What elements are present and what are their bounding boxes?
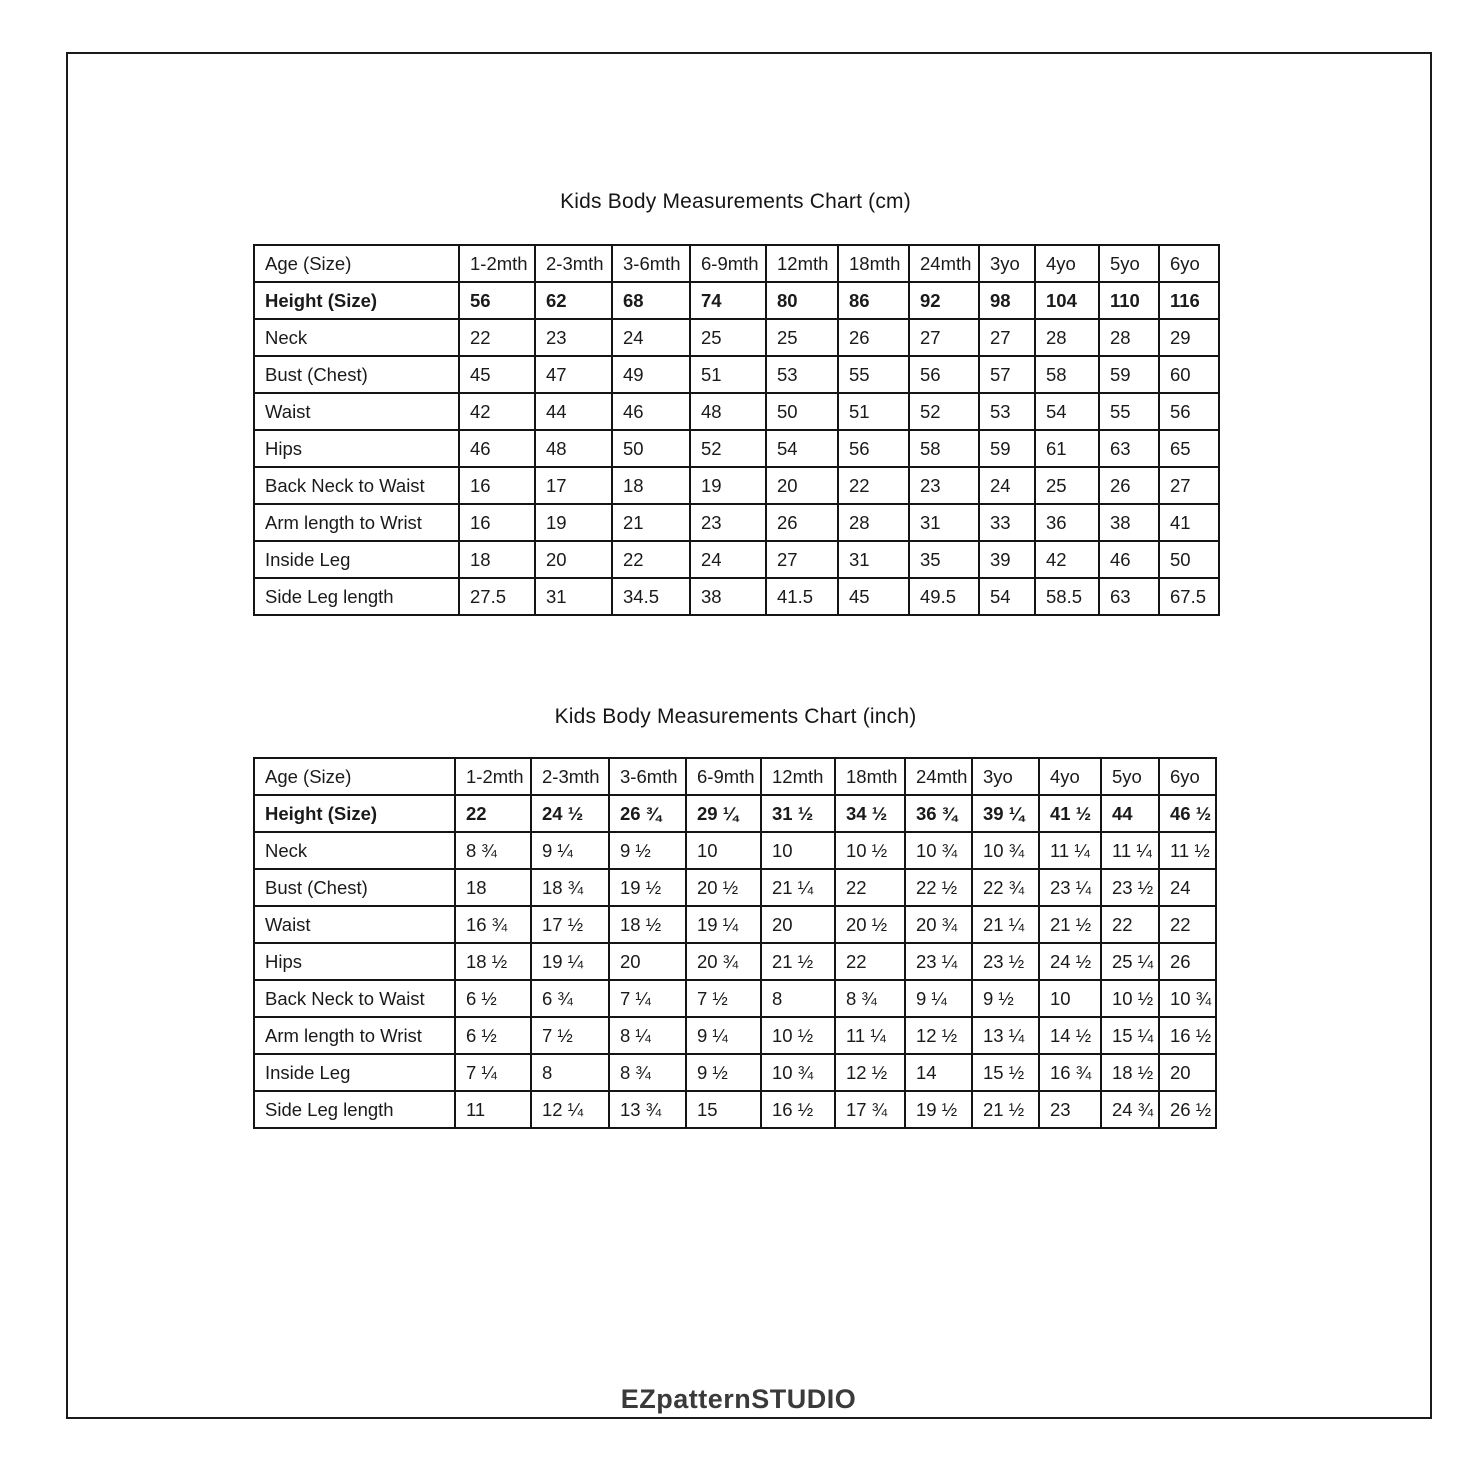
- row-label-cell: Arm length to Wrist: [254, 504, 459, 541]
- value-cell: 20: [609, 943, 686, 980]
- value-cell: 6 ¾: [531, 980, 609, 1017]
- value-cell: 56: [459, 282, 535, 319]
- value-cell: 51: [690, 356, 766, 393]
- value-cell: 18: [455, 869, 531, 906]
- value-cell: 80: [766, 282, 838, 319]
- value-cell: 9 ½: [609, 832, 686, 869]
- value-cell: 16: [459, 467, 535, 504]
- value-cell: 13 ¾: [609, 1091, 686, 1128]
- value-cell: 55: [1099, 393, 1159, 430]
- value-cell: 23 ¼: [1039, 869, 1101, 906]
- value-cell: 11 ¼: [1101, 832, 1159, 869]
- row-label-cell: Bust (Chest): [254, 356, 459, 393]
- value-cell: 24: [690, 541, 766, 578]
- value-cell: 29 ¼: [686, 795, 761, 832]
- value-cell: 25: [690, 319, 766, 356]
- value-cell: 15: [686, 1091, 761, 1128]
- age-header-cell: 6yo: [1159, 245, 1219, 282]
- age-header-row: [254, 758, 1216, 795]
- value-cell: 10: [761, 832, 835, 869]
- value-cell: 8: [761, 980, 835, 1017]
- value-cell: 24 ¾: [1101, 1091, 1159, 1128]
- value-cell: 31: [535, 578, 612, 615]
- value-cell: 8 ¾: [455, 832, 531, 869]
- value-cell: 19 ¼: [686, 906, 761, 943]
- age-header-cell: 3-6mth: [609, 758, 686, 795]
- value-cell: 9 ¼: [905, 980, 972, 1017]
- measurement-row: [254, 430, 1219, 467]
- value-cell: 56: [1159, 393, 1219, 430]
- value-cell: 74: [690, 282, 766, 319]
- age-header-cell: 12mth: [766, 245, 838, 282]
- inch-chart-section: [253, 705, 1218, 1129]
- value-cell: 21 ¼: [761, 869, 835, 906]
- value-cell: 13 ¼: [972, 1017, 1039, 1054]
- measurement-row: [254, 795, 1216, 832]
- value-cell: 22: [1101, 906, 1159, 943]
- value-cell: 9 ½: [686, 1054, 761, 1091]
- value-cell: 21: [612, 504, 690, 541]
- value-cell: 10 ½: [835, 832, 905, 869]
- value-cell: 42: [459, 393, 535, 430]
- age-header-cell: 6-9mth: [686, 758, 761, 795]
- value-cell: 98: [979, 282, 1035, 319]
- value-cell: 23: [909, 467, 979, 504]
- value-cell: 55: [838, 356, 909, 393]
- measurement-row: [254, 869, 1216, 906]
- value-cell: 24: [979, 467, 1035, 504]
- value-cell: 17 ¾: [835, 1091, 905, 1128]
- value-cell: 25: [766, 319, 838, 356]
- age-header-cell: 24mth: [905, 758, 972, 795]
- value-cell: 8 ¾: [835, 980, 905, 1017]
- inch-measurements-table: [253, 757, 1217, 1129]
- row-label-cell: Side Leg length: [254, 578, 459, 615]
- value-cell: 36 ¾: [905, 795, 972, 832]
- measurement-row: [254, 1091, 1216, 1128]
- value-cell: 26: [838, 319, 909, 356]
- value-cell: 27.5: [459, 578, 535, 615]
- value-cell: 46: [459, 430, 535, 467]
- value-cell: 19: [535, 504, 612, 541]
- measurement-row: [254, 578, 1219, 615]
- value-cell: 28: [1035, 319, 1099, 356]
- value-cell: 61: [1035, 430, 1099, 467]
- value-cell: 8 ¼: [609, 1017, 686, 1054]
- value-cell: 35: [909, 541, 979, 578]
- measurement-row: [254, 980, 1216, 1017]
- value-cell: 17 ½: [531, 906, 609, 943]
- value-cell: 26 ¾: [609, 795, 686, 832]
- value-cell: 10 ¾: [905, 832, 972, 869]
- age-header-cell: 1-2mth: [459, 245, 535, 282]
- value-cell: 22 ¾: [972, 869, 1039, 906]
- value-cell: 18 ½: [1101, 1054, 1159, 1091]
- value-cell: 16 ¾: [455, 906, 531, 943]
- value-cell: 21 ½: [761, 943, 835, 980]
- measurement-row: [254, 467, 1219, 504]
- brand-footer-text: EZpatternSTUDIO: [620, 1384, 857, 1414]
- value-cell: 52: [909, 393, 979, 430]
- row-label-cell: Waist: [254, 906, 455, 943]
- value-cell: 10: [686, 832, 761, 869]
- row-label-cell: Height (Size): [254, 282, 459, 319]
- value-cell: 65: [1159, 430, 1219, 467]
- value-cell: 92: [909, 282, 979, 319]
- age-header-cell: 2-3mth: [531, 758, 609, 795]
- value-cell: 52: [690, 430, 766, 467]
- value-cell: 59: [1099, 356, 1159, 393]
- age-header-cell: 12mth: [761, 758, 835, 795]
- age-header-cell: 5yo: [1101, 758, 1159, 795]
- value-cell: 12 ½: [835, 1054, 905, 1091]
- age-header-cell: 3-6mth: [612, 245, 690, 282]
- value-cell: 29: [1159, 319, 1219, 356]
- value-cell: 8: [531, 1054, 609, 1091]
- value-cell: 20 ¾: [905, 906, 972, 943]
- value-cell: 62: [535, 282, 612, 319]
- value-cell: 18 ½: [455, 943, 531, 980]
- value-cell: 39: [979, 541, 1035, 578]
- value-cell: 47: [535, 356, 612, 393]
- value-cell: 67.5: [1159, 578, 1219, 615]
- row-label-cell: Waist: [254, 393, 459, 430]
- value-cell: 27: [909, 319, 979, 356]
- row-label-cell: Height (Size): [254, 795, 455, 832]
- measurement-row: [254, 1017, 1216, 1054]
- value-cell: 18 ½: [609, 906, 686, 943]
- value-cell: 19 ½: [905, 1091, 972, 1128]
- value-cell: 28: [1099, 319, 1159, 356]
- measurement-row: [254, 393, 1219, 430]
- value-cell: 9 ½: [972, 980, 1039, 1017]
- value-cell: 68: [612, 282, 690, 319]
- value-cell: 11 ¼: [835, 1017, 905, 1054]
- value-cell: 16 ½: [761, 1091, 835, 1128]
- value-cell: 24: [612, 319, 690, 356]
- value-cell: 15 ¼: [1101, 1017, 1159, 1054]
- value-cell: 21 ¼: [972, 906, 1039, 943]
- value-cell: 12 ½: [905, 1017, 972, 1054]
- value-cell: 49.5: [909, 578, 979, 615]
- value-cell: 38: [1099, 504, 1159, 541]
- value-cell: 22: [838, 467, 909, 504]
- row-label-cell: Inside Leg: [254, 541, 459, 578]
- row-label-cell: Side Leg length: [254, 1091, 455, 1128]
- measurement-row: [254, 1054, 1216, 1091]
- value-cell: 50: [766, 393, 838, 430]
- value-cell: 26 ½: [1159, 1091, 1216, 1128]
- value-cell: 41: [1159, 504, 1219, 541]
- value-cell: 20 ½: [835, 906, 905, 943]
- value-cell: 58: [1035, 356, 1099, 393]
- value-cell: 22: [459, 319, 535, 356]
- value-cell: 7 ½: [531, 1017, 609, 1054]
- value-cell: 10 ¾: [761, 1054, 835, 1091]
- value-cell: 44: [1101, 795, 1159, 832]
- row-label-cell: Neck: [254, 319, 459, 356]
- inch-chart-title: Kids Body Measurements Chart (inch): [554, 705, 917, 728]
- value-cell: 19 ½: [609, 869, 686, 906]
- row-label-cell: Inside Leg: [254, 1054, 455, 1091]
- cm-measurements-table: [253, 244, 1220, 616]
- value-cell: 28: [838, 504, 909, 541]
- value-cell: 7 ½: [686, 980, 761, 1017]
- value-cell: 10 ½: [761, 1017, 835, 1054]
- row-label-cell: Neck: [254, 832, 455, 869]
- value-cell: 53: [979, 393, 1035, 430]
- cm-chart-section: [253, 190, 1220, 616]
- value-cell: 11 ½: [1159, 832, 1216, 869]
- measurement-row: [254, 504, 1219, 541]
- measurement-row: [254, 832, 1216, 869]
- value-cell: 23 ¼: [905, 943, 972, 980]
- value-cell: 21 ½: [972, 1091, 1039, 1128]
- value-cell: 11: [455, 1091, 531, 1128]
- value-cell: 54: [1035, 393, 1099, 430]
- row-label-cell: Arm length to Wrist: [254, 1017, 455, 1054]
- age-header-cell: 24mth: [909, 245, 979, 282]
- value-cell: 10 ¾: [972, 832, 1039, 869]
- cm-chart-title: Kids Body Measurements Chart (cm): [560, 190, 911, 213]
- value-cell: 20 ¾: [686, 943, 761, 980]
- value-cell: 9 ¼: [686, 1017, 761, 1054]
- value-cell: 22: [455, 795, 531, 832]
- value-cell: 24 ½: [1039, 943, 1101, 980]
- value-cell: 8 ¾: [609, 1054, 686, 1091]
- value-cell: 104: [1035, 282, 1099, 319]
- value-cell: 44: [535, 393, 612, 430]
- value-cell: 24: [1159, 869, 1216, 906]
- value-cell: 45: [459, 356, 535, 393]
- value-cell: 57: [979, 356, 1035, 393]
- value-cell: 31: [909, 504, 979, 541]
- value-cell: 50: [612, 430, 690, 467]
- value-cell: 7 ¼: [455, 1054, 531, 1091]
- value-cell: 23: [535, 319, 612, 356]
- value-cell: 48: [690, 393, 766, 430]
- value-cell: 46 ½: [1159, 795, 1216, 832]
- value-cell: 53: [766, 356, 838, 393]
- value-cell: 33: [979, 504, 1035, 541]
- value-cell: 27: [979, 319, 1035, 356]
- value-cell: 18: [459, 541, 535, 578]
- age-header-cell: 3yo: [972, 758, 1039, 795]
- age-header-cell: 4yo: [1035, 245, 1099, 282]
- value-cell: 25 ¼: [1101, 943, 1159, 980]
- value-cell: 58: [909, 430, 979, 467]
- value-cell: 17: [535, 467, 612, 504]
- value-cell: 23: [690, 504, 766, 541]
- value-cell: 31 ½: [761, 795, 835, 832]
- value-cell: 7 ¼: [609, 980, 686, 1017]
- row-label-cell: Hips: [254, 430, 459, 467]
- row-label-cell: Hips: [254, 943, 455, 980]
- age-header-cell: 4yo: [1039, 758, 1101, 795]
- value-cell: 23: [1039, 1091, 1101, 1128]
- value-cell: 6 ½: [455, 980, 531, 1017]
- value-cell: 36: [1035, 504, 1099, 541]
- value-cell: 26: [766, 504, 838, 541]
- value-cell: 50: [1159, 541, 1219, 578]
- value-cell: 15 ½: [972, 1054, 1039, 1091]
- value-cell: 48: [535, 430, 612, 467]
- value-cell: 59: [979, 430, 1035, 467]
- value-cell: 6 ½: [455, 1017, 531, 1054]
- age-header-cell: 18mth: [838, 245, 909, 282]
- value-cell: 22: [1159, 906, 1216, 943]
- value-cell: 41 ½: [1039, 795, 1101, 832]
- row-label-cell: Bust (Chest): [254, 869, 455, 906]
- value-cell: 20 ½: [686, 869, 761, 906]
- value-cell: 22: [835, 943, 905, 980]
- value-cell: 23 ½: [1101, 869, 1159, 906]
- value-cell: 10 ¾: [1159, 980, 1216, 1017]
- value-cell: 116: [1159, 282, 1219, 319]
- value-cell: 19 ¼: [531, 943, 609, 980]
- measurement-row: [254, 541, 1219, 578]
- value-cell: 49: [612, 356, 690, 393]
- value-cell: 10 ½: [1101, 980, 1159, 1017]
- value-cell: 54: [979, 578, 1035, 615]
- value-cell: 51: [838, 393, 909, 430]
- value-cell: 46: [612, 393, 690, 430]
- value-cell: 22: [835, 869, 905, 906]
- value-cell: 16 ½: [1159, 1017, 1216, 1054]
- value-cell: 26: [1159, 943, 1216, 980]
- value-cell: 26: [1099, 467, 1159, 504]
- value-cell: 14 ½: [1039, 1017, 1101, 1054]
- age-header-cell: 1-2mth: [455, 758, 531, 795]
- value-cell: 86: [838, 282, 909, 319]
- value-cell: 18 ¾: [531, 869, 609, 906]
- value-cell: 58.5: [1035, 578, 1099, 615]
- age-header-cell: 2-3mth: [535, 245, 612, 282]
- age-header-cell: 18mth: [835, 758, 905, 795]
- value-cell: 54: [766, 430, 838, 467]
- value-cell: 56: [909, 356, 979, 393]
- value-cell: 25: [1035, 467, 1099, 504]
- value-cell: 21 ½: [1039, 906, 1101, 943]
- value-cell: 34 ½: [835, 795, 905, 832]
- value-cell: 39 ¼: [972, 795, 1039, 832]
- value-cell: 20: [766, 467, 838, 504]
- value-cell: 12 ¼: [531, 1091, 609, 1128]
- value-cell: 23 ½: [972, 943, 1039, 980]
- value-cell: 20: [1159, 1054, 1216, 1091]
- value-cell: 31: [838, 541, 909, 578]
- value-cell: 42: [1035, 541, 1099, 578]
- age-header-row: [254, 245, 1219, 282]
- row-label-cell: Back Neck to Waist: [254, 980, 455, 1017]
- measurement-row: [254, 282, 1219, 319]
- age-header-cell: 5yo: [1099, 245, 1159, 282]
- age-header-cell: 6yo: [1159, 758, 1216, 795]
- value-cell: 20: [535, 541, 612, 578]
- value-cell: 27: [1159, 467, 1219, 504]
- measurement-row: [254, 356, 1219, 393]
- value-cell: 110: [1099, 282, 1159, 319]
- value-cell: 9 ¼: [531, 832, 609, 869]
- value-cell: 14: [905, 1054, 972, 1091]
- age-header-cell: 3yo: [979, 245, 1035, 282]
- value-cell: 22: [612, 541, 690, 578]
- age-size-header-cell: Age (Size): [254, 758, 455, 795]
- value-cell: 41.5: [766, 578, 838, 615]
- value-cell: 38: [690, 578, 766, 615]
- measurement-row: [254, 906, 1216, 943]
- value-cell: 27: [766, 541, 838, 578]
- value-cell: 45: [838, 578, 909, 615]
- value-cell: 60: [1159, 356, 1219, 393]
- value-cell: 20: [761, 906, 835, 943]
- row-label-cell: Back Neck to Waist: [254, 467, 459, 504]
- value-cell: 11 ¼: [1039, 832, 1101, 869]
- measurement-row: [254, 319, 1219, 356]
- value-cell: 46: [1099, 541, 1159, 578]
- value-cell: 22 ½: [905, 869, 972, 906]
- age-header-cell: 6-9mth: [690, 245, 766, 282]
- value-cell: 10: [1039, 980, 1101, 1017]
- value-cell: 16: [459, 504, 535, 541]
- value-cell: 18: [612, 467, 690, 504]
- value-cell: 63: [1099, 430, 1159, 467]
- value-cell: 34.5: [612, 578, 690, 615]
- value-cell: 24 ½: [531, 795, 609, 832]
- measurement-row: [254, 943, 1216, 980]
- value-cell: 63: [1099, 578, 1159, 615]
- value-cell: 19: [690, 467, 766, 504]
- value-cell: 56: [838, 430, 909, 467]
- value-cell: 16 ¾: [1039, 1054, 1101, 1091]
- age-size-header-cell: Age (Size): [254, 245, 459, 282]
